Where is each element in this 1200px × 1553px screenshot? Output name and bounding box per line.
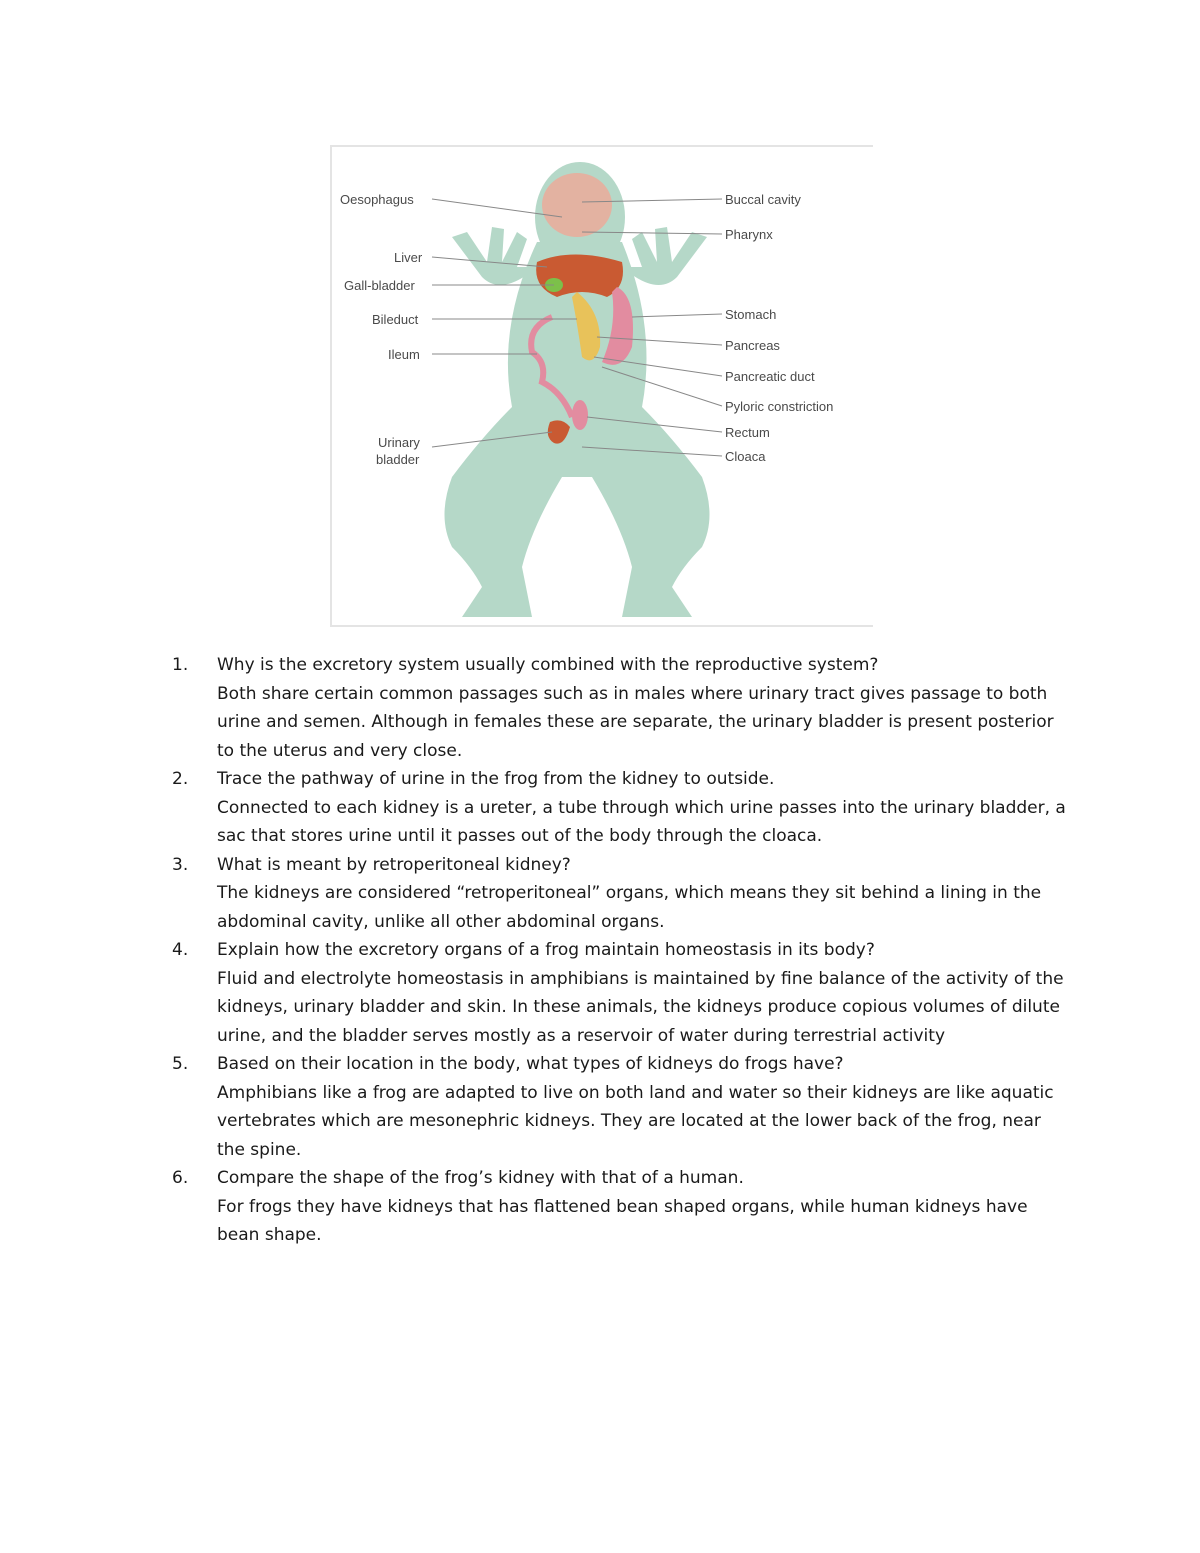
question-text: What is meant by retroperitoneal kidney? — [217, 854, 571, 875]
label-stomach: Stomach — [725, 307, 777, 322]
frog-anatomy-figure — [330, 145, 873, 627]
question-number: 1. — [172, 655, 189, 675]
label-rectum: Rectum — [725, 425, 770, 440]
qa-item — [172, 1164, 1072, 1250]
label-bileduct: Bileduct — [372, 312, 419, 327]
buccal-cavity-organ — [542, 173, 612, 237]
qa-item — [172, 651, 1072, 765]
label-buccal-cavity: Buccal cavity — [725, 192, 801, 207]
rectum-organ — [572, 400, 588, 430]
question-text: Why is the excretory system usually combined with the reproductive system? — [217, 655, 879, 675]
question-text: Compare the shape of the frog’s kidney with that of a human. — [217, 1168, 744, 1188]
question-number: 3. — [172, 854, 189, 875]
frog-diagram — [332, 147, 873, 625]
qa-item — [172, 765, 1072, 851]
label-liver: Liver — [394, 250, 423, 265]
label-bladder: bladder — [376, 452, 420, 467]
qa-item — [172, 936, 1072, 1050]
question-text: Trace the pathway of urine in the frog from the kidney to outside. — [217, 769, 775, 789]
label-pancreatic-duct: Pancreatic duct — [725, 369, 815, 384]
answer-text: Connected to each kidney is a ureter, a tube through which urine passes into the urinary bladder, a sac that stores urine until it passes out of the body through the cloaca. — [217, 797, 1066, 846]
answer-text: The kidneys are considered “retroperitoneal” organs, which means they sit behind a lining in the abdominal cavity, unlike all other abdominal organs. — [217, 883, 1042, 932]
question-text: Based on their location in the body, what types of kidneys do frogs have? — [217, 1054, 844, 1074]
label-pharynx: Pharynx — [725, 227, 773, 242]
question-number: 5. — [172, 1054, 189, 1074]
answer-text: Amphibians like a frog are adapted to live on both land and water so their kidneys are like aquatic vertebrates which are mesonephric kidneys. They are located at the lower back of the frog, near the spine. — [217, 1082, 1054, 1160]
label-pancreas: Pancreas — [725, 338, 780, 353]
qa-item — [172, 851, 1072, 937]
label-gall-bladder: Gall-bladder — [344, 278, 415, 293]
question-answer-list — [172, 651, 1072, 1250]
question-number: 6. — [172, 1168, 189, 1188]
label-ileum: Ileum — [388, 347, 420, 362]
answer-text: Fluid and electrolyte homeostasis in amphibians is maintained by fine balance of the activity of the kidneys, urinary bladder and skin. In these animals, the kidneys produce copious volumes of dilute urine, and the bladder serves mostly as a reservoir of water during terrestrial activity — [217, 968, 1064, 1046]
answer-text: For frogs they have kidneys that has flattened bean shaped organs, while human kidneys have bean shape. — [217, 1196, 1028, 1245]
label-cloaca: Cloaca — [725, 449, 766, 464]
label-pyloric-constriction: Pyloric constriction — [725, 399, 834, 414]
question-number: 4. — [172, 940, 189, 960]
question-number: 2. — [172, 769, 189, 789]
question-text: Explain how the excretory organs of a frog maintain homeostasis in its body? — [217, 940, 875, 960]
qa-item — [172, 1050, 1072, 1164]
answer-text: Both share certain common passages such as in males where urinary tract gives passage to both urine and semen. Although in females these are separate, the urinary bladder is present posterior to the uterus and very close. — [217, 683, 1054, 761]
label-oesophagus: Oesophagus — [340, 192, 414, 207]
label-urinary: Urinary — [378, 435, 420, 450]
